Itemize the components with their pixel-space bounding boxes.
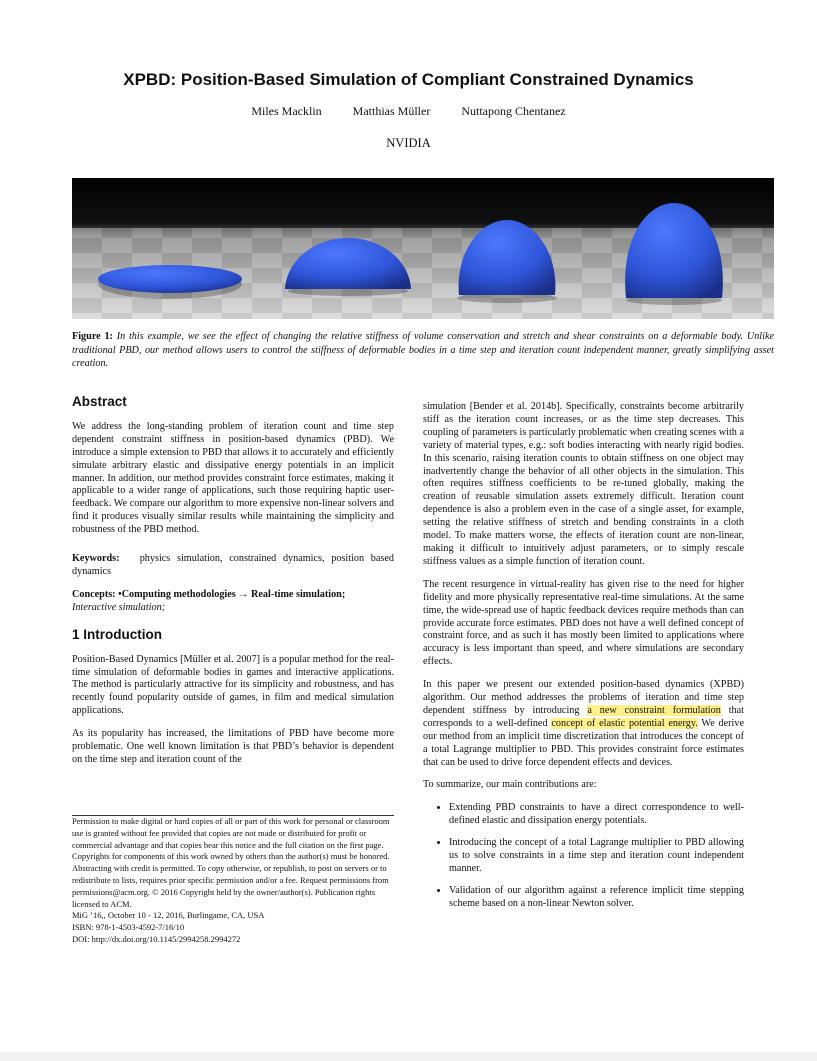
list-item: • Validation of our algorithm against a reference implicit time stepping scheme based on a non-linear Newton solver. (449, 885, 744, 911)
copyright-footnote (72, 815, 394, 946)
keywords-label: Keywords: (72, 553, 120, 565)
body-paragraph: simulation [Bender et al. 2014b]. Specifically, constraints become arbitrarily stiff as the iteration count increases, or as the time step decreases. This coupling of parameters is particularly problematic when creating scenes with a variety of material types, e.g.: soft bodies interacting with nearly rigid bodies. In this scenario, raising iteration counts to obtain stiffness on one object may inadvertently change the behavior of all other objects in the simulation. This often requires stiffness coefficients to be re-tuned globally, making the creation of reusable simulation assets extremely difficult. Iteration count dependence is also a problem even in the case of a single asset, for example, setting the relative stiffness of stretch and bending constraints in a cloth model. To make matters worse, the effects of iteration count are non-linear, making it difficult to intuitively adjust parameters, or to simply rescale stiffness values as a simple function of iteration count. (423, 401, 744, 567)
teaser-render (72, 178, 774, 319)
highlight: concept of elastic potential energy. (551, 717, 698, 729)
intro-paragraph: As its popularity has increased, the limitations of PBD have become more problematic. One well known limitation is that PBD’s behavior is dependent on the time step and iteration count of the (72, 728, 394, 765)
caption-text: In this example, we see the effect of changing the relative stiffness of volume conservation and stretch and shear constraints on a deformable body. Unlike traditional PBD, our method allows users to control the stiffness of deformable bodies in a time step and iteration count independent manner, greatly simplifying asset creation. (72, 331, 775, 370)
concepts-bold: •Computing methodologies → Real-time simulation; (118, 588, 346, 600)
text-run: that corresponds to a well-defined (423, 704, 744, 729)
intro-heading: 1 Introduction (72, 626, 162, 642)
author: Nuttapong Chentanez (461, 104, 566, 118)
abstract-text: We address the long-standing problem of iteration count and time step dependent constraint stiffness in position-based dynamics (PBD). We introduce a simple extension to PBD that allows it to accurately and efficiently simulate arbitrary elastic and dissipative energy potentials in an implicit manner. In addition, our method provides constraint force estimates, making it applicable to a wider range of applications, such those requiring haptic user-feedback. We compare our algorithm to more expensive non-linear solvers and find it produces visually similar results while maintaining the simplicity and robustness of the PBD method. (72, 420, 394, 536)
blob-flat (98, 265, 242, 293)
list-item: • Introducing the concept of a total Lagrange multiplier to PBD allowing us to solve constraints in a time step and iteration count independent manner. (449, 837, 744, 876)
abstract-heading: Abstract (72, 394, 127, 409)
intro-paragraph: Position-Based Dynamics [Müller et al. 2007] is a popular method for the real-time simulation of deformable bodies in games and interactive applications. The method is particularly attractive for its simplicity and robustness, and has recently found popularity outside of games, in film and medical simulation applications. (72, 653, 394, 717)
author-list (0, 104, 817, 119)
left-column (72, 396, 394, 777)
body-paragraph: To summarize, our main contributions are: (423, 779, 597, 791)
author: Miles Macklin (251, 104, 322, 118)
footnote-doi: DOI: http://dx.doi.org/10.1145/2994258.2994272 (72, 933, 241, 944)
highlight: a new constraint formulation (587, 704, 721, 716)
text-run: In this paper we present our extended position-based dynamics (XPBD) algorithm. Our method addresses the problems of iteration and time step dependent stiffness by introducing (423, 679, 744, 716)
teaser-figure (72, 178, 774, 319)
body-paragraph (423, 679, 744, 769)
right-column (423, 401, 744, 920)
figure-caption (72, 330, 774, 371)
concepts (72, 589, 394, 615)
keywords (72, 553, 394, 579)
keywords-text: physics simulation, constrained dynamics, position based dynamics (72, 553, 394, 577)
footnote-text: Permission to make digital or hard copies of all or part of this work for personal or classroom use is granted without fee provided that copies are not made or distributed for profit or commercial advantage and that copies bear this notice and the full citation on the first page. Copyrights for components of this work owned by others than the author(s) must be honored. Abstracting with credit is permitted. To copy otherwise, or republish, to post on servers or to redistribute to lists, requires prior specific permission and/or a fee. Request permissions from permissions@acm.org. © 2016 Copyright held by the owner/author(s). Publication rights licensed to ACM. (72, 816, 390, 909)
body-paragraph: The recent resurgence in virtual-reality has given rise to the need for higher fidelity and more physically representative real-time simulations. At the same time, the wide-spread use of haptic feedback devices require methods than can provide accurate force estimates. PBD does not have a well defined concept of constraint force, and as such it has mostly been limited to applications where accuracy is less important than speed, and where simulations are secondary effects. (423, 578, 744, 668)
footnote-venue: MiG ’16,, October 10 - 12, 2016, Burlingame, CA, USA (72, 910, 265, 921)
affiliation: NVIDIA (386, 136, 431, 150)
paper-title: XPBD: Position-Based Simulation of Compliant Constrained Dynamics (123, 70, 694, 89)
contributions-list (423, 802, 744, 910)
list-item: • Extending PBD constraints to have a direct correspondence to well-defined elastic and dissipation energy potentials. (449, 802, 744, 828)
footnote-isbn: ISBN: 978-1-4503-4592-7/16/10 (72, 922, 185, 933)
author: Matthias Müller (352, 104, 431, 118)
caption-label: Figure 1: (72, 331, 113, 342)
text-run: We derive our method from an implicit time discretization that introduces the concept of a total Lagrange multiplier to PBD. This provides constraint force estimates that can be used to drive force dependent effects and devices. (423, 717, 745, 768)
concepts-label: Concepts: (72, 588, 116, 600)
concepts-italic: Interactive simulation; (72, 601, 166, 613)
